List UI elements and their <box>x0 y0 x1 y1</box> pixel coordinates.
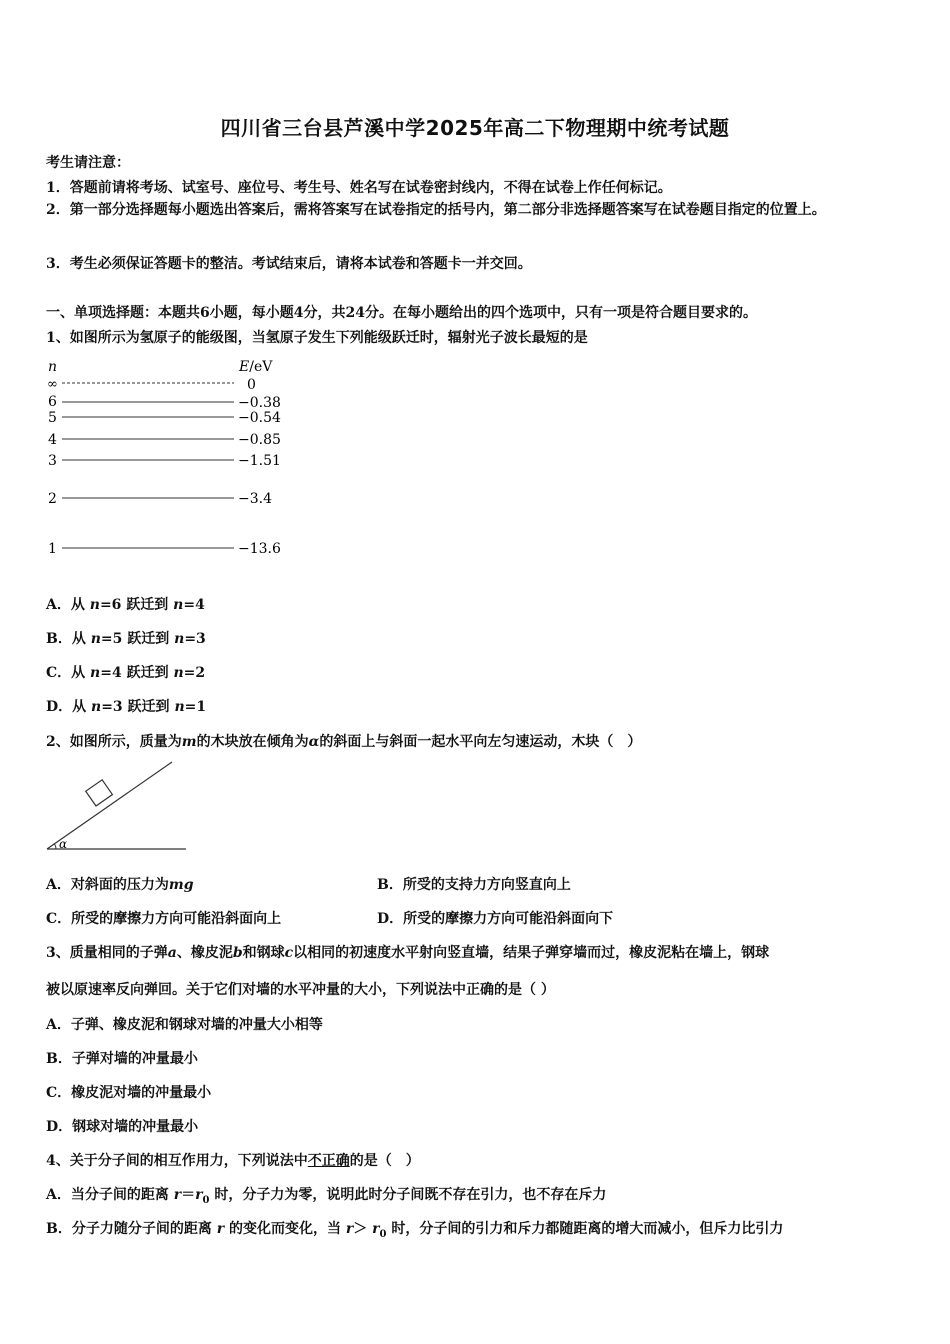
level-inf <box>47 377 256 393</box>
level-2 <box>48 491 272 507</box>
question-2-stem: 2、如图所示，质量为m的木块放在倾角为α的斜面上与斜面一起水平向左匀速运动，木块（ ） <box>46 734 642 750</box>
q1-option-b: B．从 n=5 跃迁到 n=3 <box>46 631 206 647</box>
level-inf-e: 0 <box>247 377 256 393</box>
level-5 <box>48 410 281 426</box>
level-6-e: −0.38 <box>238 395 281 411</box>
notice-item-2: 2．第一部分选择题每小题选出答案后，需将答案写在试卷指定的括号内，第二部分非选择题答案写在试卷题目指定的位置上。 <box>46 202 826 218</box>
q1-option-d: D．从 n=3 跃迁到 n=1 <box>46 699 207 715</box>
level-4-e: −0.85 <box>238 432 281 448</box>
level-inf-n: ∞ <box>47 377 58 392</box>
q3-option-c: C．橡皮泥对墙的冲量最小 <box>46 1085 212 1101</box>
q2-option-b: B．所受的支持力方向竖直向上 <box>377 877 571 893</box>
incline-slope-line <box>47 762 172 849</box>
q1-option-c: C．从 n=4 跃迁到 n=2 <box>46 665 206 681</box>
level-1-n: 1 <box>48 541 57 557</box>
question-1-stem: 1、如图所示为氢原子的能级图，当氢原子发生下列能级跃迁时，辐射光子波长最短的是 <box>46 330 588 346</box>
level-1-e: −13.6 <box>238 541 281 557</box>
level-5-e: −0.54 <box>238 410 281 426</box>
question-3-stem-line-1: 3、质量相同的子弹a、橡皮泥b和钢球c以相同的初速度水平射向竖直墙，结果子弹穿墙而过，橡皮泥粘在墙上，钢球 <box>46 945 770 961</box>
energy-axis-label: E/eV <box>239 359 273 375</box>
question-4-stem: 4、关于分子间的相互作用力，下列说法中不正确的是（ ） <box>46 1153 420 1169</box>
q2-option-d: D．所受的摩擦力方向可能沿斜面向下 <box>377 911 614 927</box>
notice-heading: 考生请注意： <box>46 155 130 171</box>
level-3-n: 3 <box>48 453 57 469</box>
level-2-e: −3.4 <box>238 491 272 507</box>
level-2-n: 2 <box>48 491 57 507</box>
level-3 <box>48 453 281 469</box>
angle-label: α <box>59 837 68 851</box>
q3-option-a: A．子弹、橡皮泥和钢球对墙的冲量大小相等 <box>46 1017 323 1033</box>
level-5-n: 5 <box>48 410 57 426</box>
q2-option-a: A．对斜面的压力为mg <box>46 877 194 893</box>
section-heading: 一、单项选择题：本题共6小题，每小题4分，共24分。在每小题给出的四个选项中，只有一项是符合题目要求的。 <box>46 305 757 321</box>
n-axis-label: n <box>48 359 58 375</box>
q4-option-b: B．分子力随分子间的距离 r 的变化而变化，当 $r> r_0$ 时，分子间的引力和斥力都随距离的增大而减小，但斥力比引力 <box>46 1221 784 1240</box>
level-6-n: 6 <box>48 394 57 410</box>
energy-level-diagram <box>44 355 294 565</box>
level-4-n: 4 <box>48 432 57 448</box>
level-6 <box>48 394 281 411</box>
angle-arc <box>55 844 57 849</box>
level-3-e: −1.51 <box>238 453 281 469</box>
exam-title: 四川省三台县芦溪中学2025年高二下物理期中统考试题 <box>220 116 730 140</box>
q2-option-c: C．所受的摩擦力方向可能沿斜面向上 <box>46 911 282 927</box>
incline-diagram <box>44 758 194 858</box>
q4-option-a: A．当分子间的距离 $r=r_0$ 时，分子力为零，说明此时分子间既不存在引力，也不存在斥力 <box>46 1187 607 1206</box>
q3-option-d: D．钢球对墙的冲量最小 <box>46 1119 199 1135</box>
notice-item-3: 3．考生必须保证答题卡的整洁。考试结束后，请将本试卷和答题卡一并交回。 <box>46 256 532 272</box>
energy-levels <box>47 377 281 557</box>
question-3-stem-line-2: 被以原速率反向弹回。关于它们对墙的水平冲量的大小，下列说法中正确的是（ ） <box>46 982 555 998</box>
q1-option-a: A．从 n=6 跃迁到 n=4 <box>46 597 205 613</box>
q3-option-b: B．子弹对墙的冲量最小 <box>46 1051 198 1067</box>
notice-item-1: 1．答题前请将考场、试室号、座位号、考生号、姓名写在试卷密封线内，不得在试卷上作任何标记。 <box>46 180 672 196</box>
wooden-block <box>86 780 113 806</box>
level-4 <box>48 432 281 448</box>
level-1 <box>48 541 281 557</box>
